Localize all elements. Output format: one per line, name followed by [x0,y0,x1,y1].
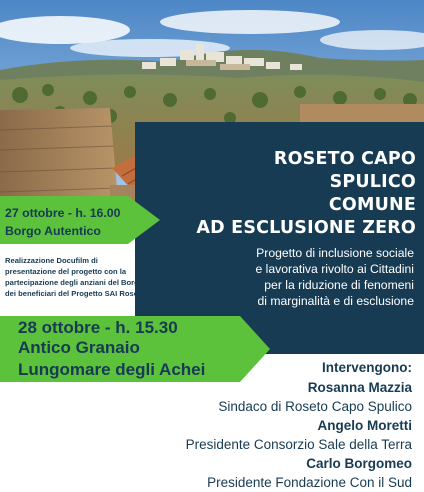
event1-desc-line-2: presentazione del progetto con la [5,267,127,276]
speaker-name: Angelo Moretti [317,418,412,433]
page-title [196,148,416,240]
speaker-name: Rosanna Mazzia [307,380,412,395]
event1-place: Borgo Autentico [5,224,101,238]
speaker-role: Sindaco di Roseto Capo Spulico [218,399,412,414]
event1-desc-line-3: partecipazione degli anziani del Borgo e [5,278,150,287]
event1-desc-line-1: Realizzazione Docufilm di [5,256,98,265]
description-line-4: di marginalità e di esclusione [257,294,414,308]
speaker-role: Presidente Consorzio Sale della Terra [185,437,412,452]
event2-venue: Antico Granaio [18,338,140,357]
speakers-list [132,358,412,492]
description-line-1: Progetto di inclusione sociale [256,246,414,260]
speakers-heading: Intervengono: [322,360,412,375]
description-line-2: e lavorativa rivolto ai Cittadini [255,262,414,276]
speaker-name: Carlo Borgomeo [306,456,412,471]
event1-description [5,255,165,299]
speaker-role: Presidente Fondazione Con il Sud [207,475,412,490]
event1-desc-line-4: dei beneficiari del Progetto SAI Roseto [5,289,146,298]
project-description [232,245,414,309]
event2-address: Lungomare degli Achei [18,360,206,379]
event2-date: 28 ottobre - h. 15.30 [18,318,178,337]
event1-date: 27 ottobre - h. 16.00 [5,206,121,220]
title-line-3: AD ESCLUSIONE ZERO [196,218,416,238]
description-line-3: per la riduzione di fenomeni [264,278,414,292]
title-line-2: COMUNE [328,195,416,215]
title-line-1: ROSETO CAPO SPULICO [273,149,416,192]
